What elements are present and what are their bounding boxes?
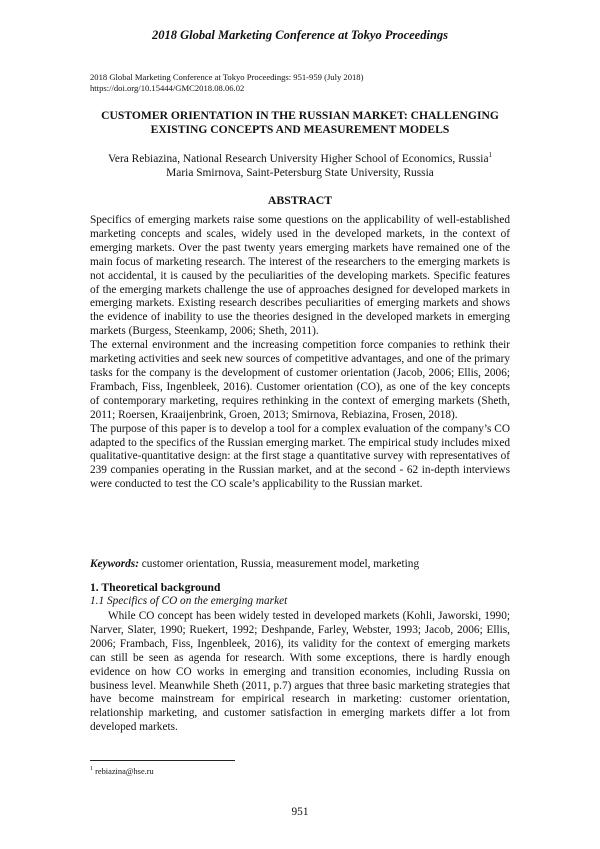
author-1-text: Vera Rebiazina, National Research University Higher School of Economics, Russia (107, 152, 489, 165)
author-2: Maria Smirnova, Saint-Petersburg State University, Russia (166, 166, 434, 179)
abstract-body (90, 214, 510, 492)
footnote (90, 766, 154, 776)
author-1 (60, 148, 540, 166)
section-paragraph-1: While CO concept has been widely tested in developed markets (Kohli, Jaworski, 1990; Narver, Slater, 1990; Ruekert, 1992; Deshpande, Farley, Webster, 1993; Jacob, 2006; Ellis, 2006; Frambach, Fiss, Ingenbleek, 2016), its validity for the context of emerging markets can still be seen as agenda for research. With some exceptions, there is hardly enough evidence on how CO works in emerging and transition economies, including Russia on business level. Meanwhile Sheth (2011, p.7) argues that three basic marketing strategies that have become mainstream for empirical research in marketing: customer orientation, relationship marketing, and customer satisfaction in emerging markets differ a lot from developed markets. (90, 610, 510, 734)
keywords-line (90, 558, 510, 570)
abstract-paragraph-2: The external environment and the increasing competition force companies to rethink their marketing activities and seek new sources of competitive advantages, and one of the primary tasks for the company is the development of customer orientation (Jacob, 2006; Ellis, 2006; Frambach, Fiss, Ingenbleek, 2016). Customer orientation (CO), as one of the key concepts of contemporary marketing, requires rethinking in the context of emerging markets (Sheth, 2011; Roersen, Kraaijenbrink, Groen, 2013; Smirnova, Rebiazina, Frosen, 2018). (90, 339, 510, 421)
doi-line: https://doi.org/10.15444/GMC2018.08.06.02 (90, 83, 245, 93)
footnote-rule (90, 760, 235, 761)
section-body (90, 610, 510, 735)
title-line-2: EXISTING CONCEPTS AND MEASUREMENT MODELS (150, 123, 450, 136)
footnote-mark: 1 (90, 766, 93, 772)
page-number: 951 (291, 806, 309, 818)
title-line-1: CUSTOMER ORIENTATION IN THE RUSSIAN MARKET: CHALLENGING (101, 109, 499, 122)
keywords-text: customer orientation, Russia, measurement model, marketing (138, 558, 420, 570)
abstract-paragraph-3: The purpose of this paper is to develop a tool for a complex evaluation of the company’s CO adapted to the specifics of the Russian emerging market. The empirical study includes mixed qualitative-quantitative design: at the first stage a quantitative survey with representatives of 239 companies operating in the Russian market, and at the second - 62 in-depth interviews were conducted to test the CO scale’s applicability to the Russian market. (90, 422, 510, 491)
running-head: 2018 Global Marketing Conference at Tokyo Proceedings (151, 28, 449, 42)
authors-block (60, 148, 540, 180)
citation-line: 2018 Global Marketing Conference at Tokyo Proceedings: 951-959 (July 2018) (90, 72, 364, 82)
footnote-text: rebiazina@hse.ru (93, 766, 154, 776)
paper-title (70, 109, 530, 137)
subsection-heading: 1.1 Specifics of CO on the emerging market (90, 595, 288, 607)
keywords-label: Keywords: (90, 558, 139, 570)
citation-block (90, 72, 363, 94)
section-heading: 1. Theoretical background (90, 581, 221, 594)
abstract-heading: ABSTRACT (267, 193, 333, 207)
footnote-marker: 1 (488, 151, 493, 159)
abstract-paragraph-1: Specifics of emerging markets raise some questions on the applicability of well-established marketing concepts and scales, widely used in the developed markets, in the context of emerging markets. Over the past twenty years emerging markets have remained one of the main focus of marketing research. The interest of the researchers to the emerging markets is not accidental, it is caused by the peculiarities of the developing markets. Specific features of the emerging markets challenge the use of approaches designed for developed markets in emerging markets. Existing research describes peculiarities of emerging markets and shows the evidence of inability to use the theories designed in the developed markets in emerging markets (Burgess, Steenkamp, 2006; Sheth, 2011). (90, 214, 510, 338)
